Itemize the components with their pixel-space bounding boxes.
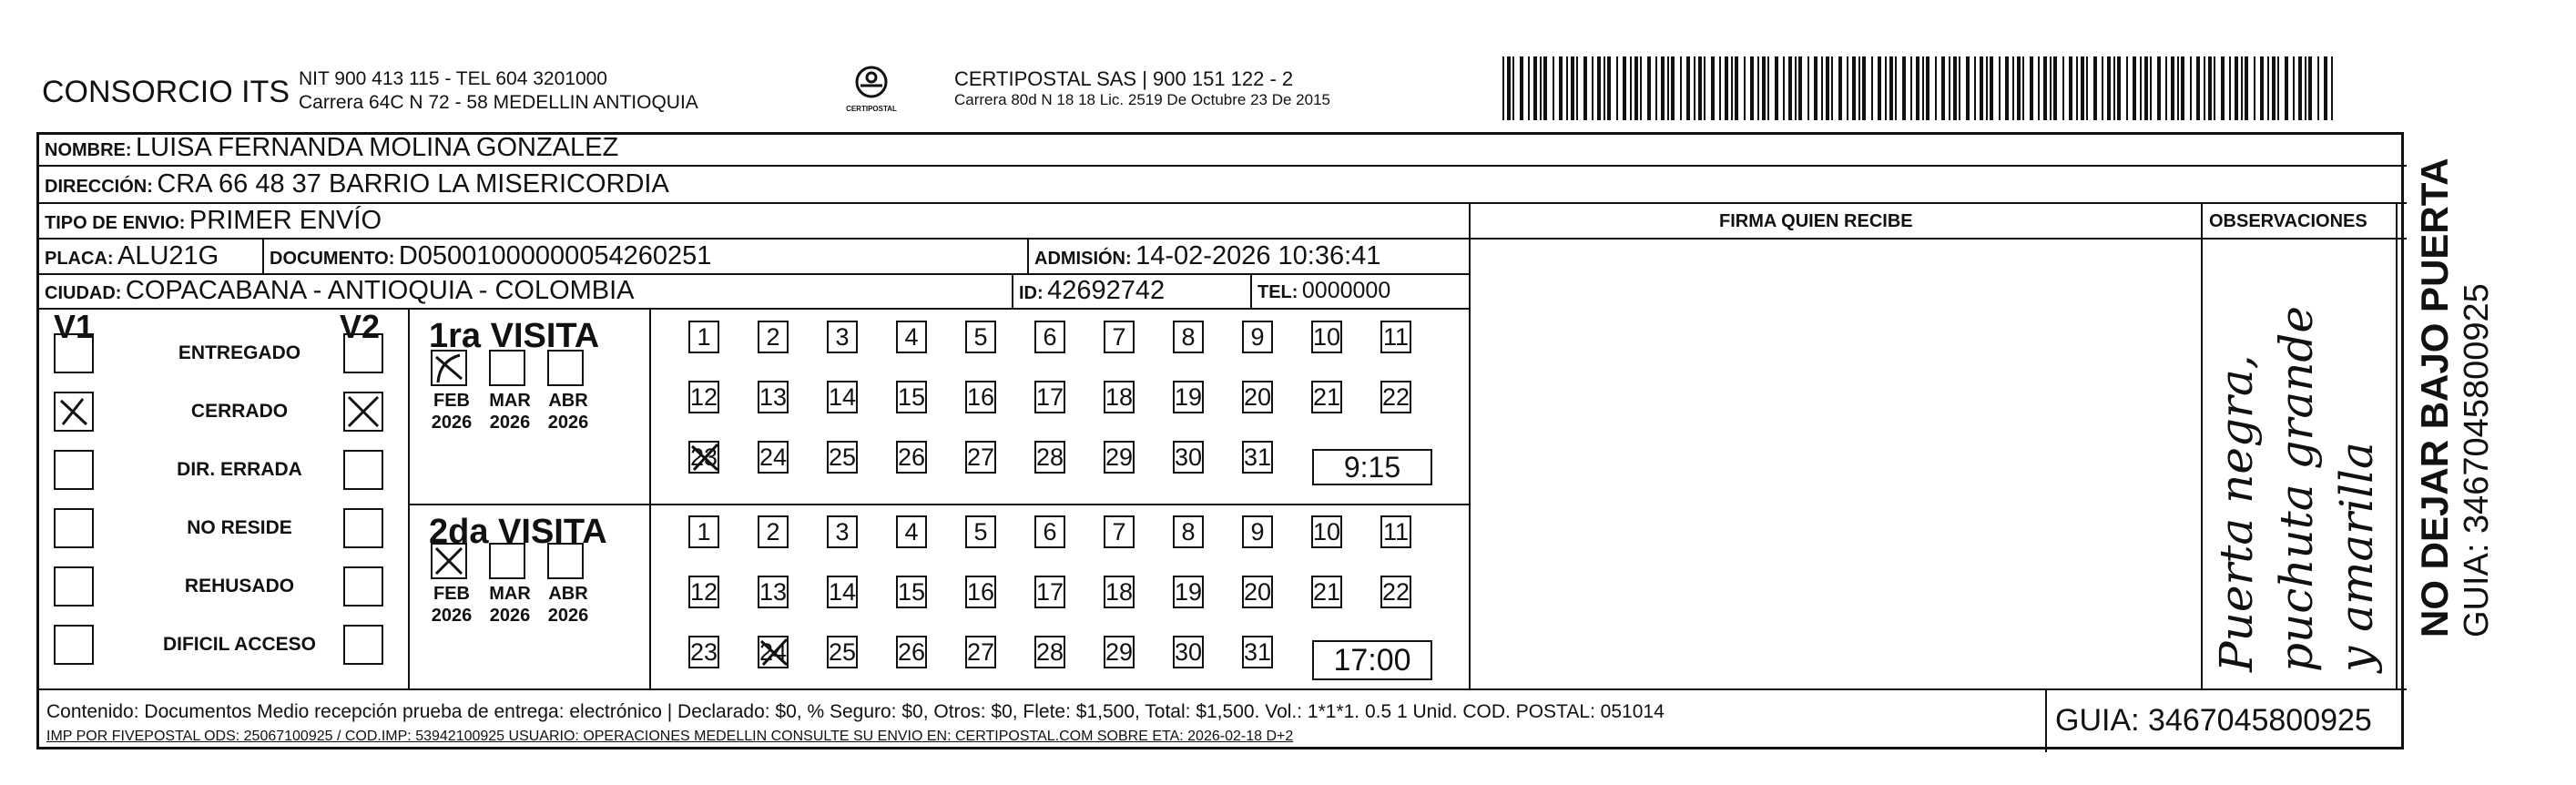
v2-checkbox[interactable]	[343, 566, 383, 607]
day-box[interactable]: 12	[688, 381, 719, 413]
day-box[interactable]: 11	[1380, 515, 1411, 548]
id-field	[1019, 276, 1165, 306]
v2-checkbox[interactable]	[343, 392, 383, 432]
month-label: MAR 2026	[489, 584, 531, 626]
month-label: FEB 2026	[431, 391, 473, 433]
day-box[interactable]: 3	[827, 321, 858, 353]
day-box[interactable]: 20	[1242, 381, 1273, 413]
day-box[interactable]: 11	[1380, 321, 1411, 353]
status-label: DIR. ERRADA	[177, 459, 302, 480]
day-box[interactable]: 26	[896, 441, 927, 474]
day-box[interactable]: 27	[965, 441, 996, 474]
day-box[interactable]: 29	[1104, 441, 1135, 474]
postal-nit: CERTIPOSTAL SAS | 900 151 122 - 2	[954, 67, 1294, 90]
nombre-field	[45, 133, 618, 163]
day-box[interactable]: 21	[1311, 576, 1342, 608]
tel-value: 0000000	[1301, 278, 1391, 303]
month-checkbox[interactable]	[489, 543, 525, 579]
status-label: ENTREGADO	[178, 342, 301, 363]
day-box[interactable]: 2	[758, 321, 789, 353]
logo-text: CERTIPOSTAL	[846, 105, 897, 113]
day-box[interactable]: 1	[688, 515, 719, 548]
day-box[interactable]: 20	[1242, 576, 1273, 608]
ciudad-value: COPACABANA - ANTIOQUIA - COLOMBIA	[125, 276, 635, 305]
direccion-field	[45, 169, 669, 199]
day-box[interactable]: 7	[1104, 515, 1135, 548]
company-nit: NIT 900 413 115 - TEL 604 3201000	[299, 68, 607, 89]
day-box[interactable]: 17	[1034, 576, 1065, 608]
v2-checkbox[interactable]	[343, 333, 383, 373]
direccion-value: CRA 66 48 37 BARRIO LA MISERICORDIA	[157, 169, 669, 199]
month-label: FEB 2026	[431, 584, 473, 626]
day-box[interactable]: 5	[965, 321, 996, 353]
direccion-label: DIRECCIÓN:	[45, 177, 153, 197]
v1-checkbox[interactable]	[54, 566, 94, 607]
day-box[interactable]: 23	[688, 441, 719, 474]
shipping-form	[36, 132, 2404, 749]
day-box[interactable]: 19	[1173, 576, 1204, 608]
day-box[interactable]: 1	[688, 321, 719, 353]
postal-address: Carrera 80d N 18 18 Lic. 2519 De Octubre 23 De 2015	[954, 91, 1330, 108]
day-box[interactable]: 24	[758, 441, 789, 474]
obs-line-3: y amarilla	[2330, 442, 2383, 672]
barcode	[1502, 56, 2340, 120]
placa-value: ALU21G	[117, 241, 219, 270]
month-checkbox[interactable]	[489, 350, 525, 386]
month-label: MAR 2026	[489, 391, 531, 433]
day-box[interactable]: 13	[758, 381, 789, 413]
day-box[interactable]: 22	[1380, 381, 1411, 413]
obs-line-2: puchuta grande	[2270, 306, 2323, 672]
day-box[interactable]: 16	[965, 381, 996, 413]
day-box[interactable]: 15	[896, 381, 927, 413]
day-box[interactable]: 6	[1034, 515, 1065, 548]
admision-value: 14-02-2026 10:36:41	[1135, 241, 1381, 270]
obs-line-1: Puerta negra,	[2210, 354, 2263, 672]
documento-label: DOCUMENTO:	[270, 249, 395, 269]
day-box[interactable]: 17	[1034, 381, 1065, 413]
side-notice	[2413, 127, 2497, 637]
day-box[interactable]: 4	[896, 515, 927, 548]
day-box[interactable]: 10	[1311, 321, 1342, 353]
v2-checkbox[interactable]	[343, 508, 383, 548]
day-box[interactable]: 3	[827, 515, 858, 548]
day-box[interactable]: 15	[896, 576, 927, 608]
status-label: DIFICIL ACCESO	[162, 634, 316, 655]
placa-label: PLACA:	[45, 249, 114, 269]
status-label: REHUSADO	[184, 576, 295, 596]
day-box[interactable]: 12	[688, 576, 719, 608]
v1-checkbox[interactable]	[54, 392, 94, 432]
day-box[interactable]: 8	[1173, 321, 1204, 353]
day-box[interactable]: 19	[1173, 381, 1204, 413]
barcode-graphic	[1502, 56, 2340, 120]
documento-value: D05001000000054260251	[398, 241, 712, 270]
admision-field	[1034, 241, 1380, 271]
day-box[interactable]: 27	[965, 636, 996, 668]
v1-header: V1	[54, 308, 95, 345]
day-box[interactable]: 24	[758, 636, 789, 668]
placa-field	[45, 241, 219, 271]
admision-label: ADMISIÓN:	[1034, 249, 1132, 269]
day-box[interactable]: 2	[758, 515, 789, 548]
id-label: ID:	[1019, 283, 1044, 303]
firma-label: FIRMA QUIEN RECIBE	[1719, 211, 1913, 231]
day-box[interactable]: 21	[1311, 381, 1342, 413]
month-label: ABR 2026	[547, 584, 589, 626]
tel-field	[1257, 278, 1390, 304]
day-box[interactable]: 30	[1173, 441, 1204, 474]
v1-checkbox[interactable]	[54, 625, 94, 665]
day-box[interactable]: 8	[1173, 515, 1204, 548]
day-box[interactable]: 26	[896, 636, 927, 668]
day-box[interactable]: 31	[1242, 441, 1273, 474]
ciudad-label: CIUDAD:	[45, 283, 122, 303]
tipo-envio-label: TIPO DE ENVIO:	[45, 213, 186, 233]
day-box[interactable]: 29	[1104, 636, 1135, 668]
tipo-envio-value: PRIMER ENVÍO	[188, 206, 382, 235]
documento-field	[270, 241, 711, 271]
first-visit-title: 1ra VISITA	[429, 317, 600, 355]
v1-checkbox[interactable]	[54, 333, 94, 373]
day-box[interactable]: 9	[1242, 515, 1273, 548]
second-visit-title: 2da VISITA	[429, 513, 607, 551]
month-label: ABR 2026	[547, 391, 589, 433]
day-box[interactable]: 18	[1104, 576, 1135, 608]
tipo-envio-field	[45, 206, 382, 236]
footer-contenido: Contenido: Documentos Medio recepción prueba de entrega: electrónico | Declarado: $0, % Seguro: $0, Otros: $0, Flete: $1,500, Total: $1,500. Vol.: 1*1*1. 0.5 1 Unid. COD. POSTAL: 051014	[46, 701, 1665, 722]
postal-info	[954, 67, 1330, 109]
day-box[interactable]: 18	[1104, 381, 1135, 413]
day-box[interactable]: 28	[1034, 636, 1065, 668]
certipostal-logo	[842, 64, 901, 113]
observaciones-label: OBSERVACIONES	[2209, 211, 2367, 231]
v2-checkbox[interactable]	[343, 625, 383, 665]
day-box[interactable]: 31	[1242, 636, 1273, 668]
day-box[interactable]: 14	[827, 576, 858, 608]
company-info	[299, 67, 698, 115]
day-box[interactable]: 22	[1380, 576, 1411, 608]
month-checkbox[interactable]	[431, 543, 467, 579]
month-checkbox[interactable]	[431, 350, 467, 386]
day-box[interactable]: 4	[896, 321, 927, 353]
certipostal-logo-icon	[851, 64, 891, 100]
ciudad-field	[45, 276, 635, 306]
day-box[interactable]: 16	[965, 576, 996, 608]
v2-header: V2	[340, 308, 381, 345]
day-box[interactable]: 5	[965, 515, 996, 548]
v2-checkbox[interactable]	[343, 450, 383, 490]
status-label: CERRADO	[190, 401, 289, 422]
day-box[interactable]: 25	[827, 636, 858, 668]
day-box[interactable]: 25	[827, 441, 858, 474]
day-box[interactable]: 7	[1104, 321, 1135, 353]
company-address: Carrera 64C N 72 - 58 MEDELLIN ANTIOQUIA	[299, 92, 698, 113]
v1-checkbox[interactable]	[54, 450, 94, 490]
footer-guia: GUIA: 3467045800925	[2055, 703, 2372, 738]
nombre-value: LUISA FERNANDA MOLINA GONZALEZ	[136, 133, 619, 162]
day-box[interactable]: 9	[1242, 321, 1273, 353]
first-visit-time: 9:15	[1312, 449, 1432, 485]
month-checkbox[interactable]	[547, 350, 584, 386]
day-box[interactable]: 14	[827, 381, 858, 413]
footer-imp: IMP POR FIVEPOSTAL ODS: 25067100925 / COD.IMP: 53942100925 USUARIO: OPERACIONES MEDELLIN CONSULTE SU ENVIO EN: CERTIPOSTAL.COM SOBRE ETA: 2026-02-18 D+2	[46, 729, 1294, 744]
side-guia: GUIA: 3467045800925	[2458, 283, 2496, 637]
side-no-dejar: NO DEJAR BAJO PUERTA	[2413, 158, 2456, 637]
day-box[interactable]: 13	[758, 576, 789, 608]
day-box[interactable]: 10	[1311, 515, 1342, 548]
day-box[interactable]: 6	[1034, 321, 1065, 353]
nombre-label: NOMBRE:	[45, 140, 132, 160]
day-box[interactable]: 30	[1173, 636, 1204, 668]
id-value: 42692742	[1047, 276, 1166, 305]
month-checkbox[interactable]	[547, 543, 584, 579]
status-label: NO RESIDE	[187, 517, 292, 538]
v1-checkbox[interactable]	[54, 508, 94, 548]
observaciones-handwritten	[2206, 253, 2387, 672]
tel-label: TEL:	[1257, 282, 1298, 302]
second-visit-time: 17:00	[1312, 640, 1432, 680]
company-name: CONSORCIO ITS	[42, 75, 290, 109]
day-box[interactable]: 23	[688, 636, 719, 668]
day-box[interactable]: 28	[1034, 441, 1065, 474]
